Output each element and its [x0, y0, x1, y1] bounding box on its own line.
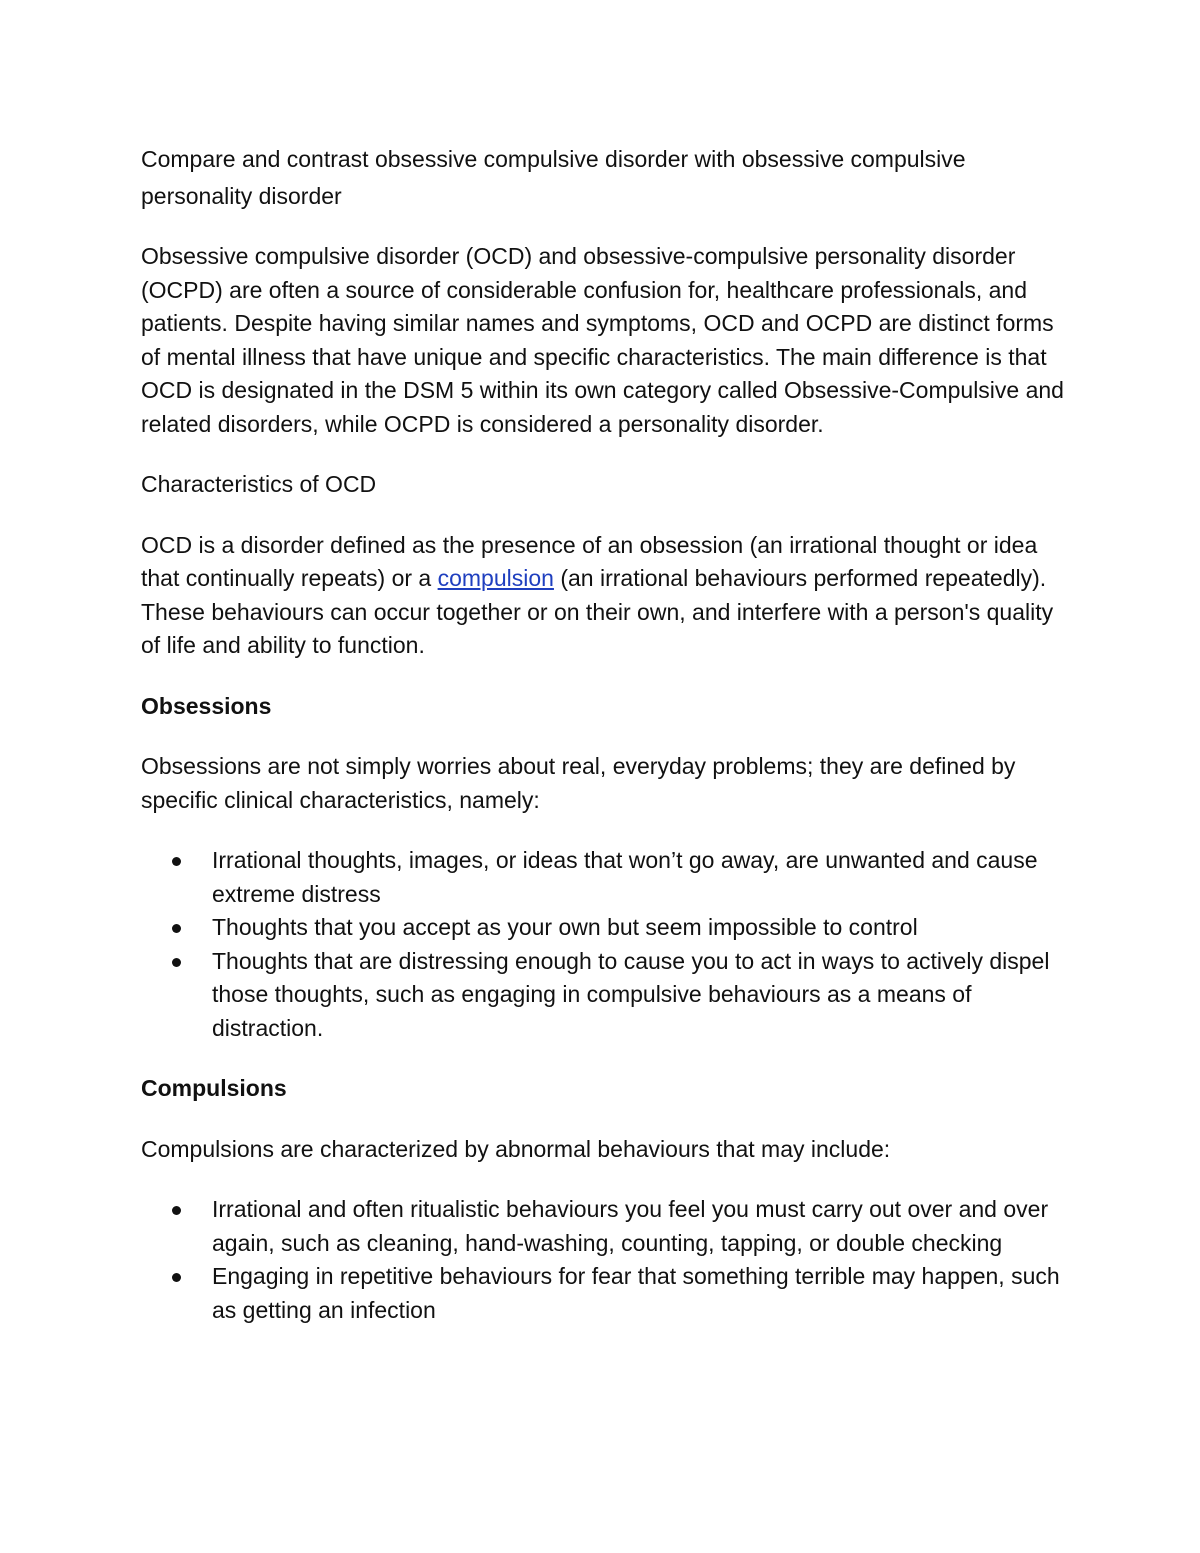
list-item — [212, 1260, 1071, 1327]
list-item-text: Irrational thoughts, images, or ideas that won’t go away, are unwanted and cause extreme distress — [212, 847, 1038, 907]
intro-paragraph: Obsessive compulsive disorder (OCD) and obsessive-compulsive personality disorder (OCPD) are often a source of considerable confusion for, healthcare professionals, and patients. Despite having similar names and symptoms, OCD and OCPD are distinct forms of mental illness that have unique and specific characteristics. The main difference is that OCD is designated in the DSM 5 within its own category called Obsessive-Compulsive and related disorders, while OCPD is considered a personality disorder. — [141, 243, 1064, 437]
list-item-text: Irrational and often ritualistic behaviours you feel you must carry out over and over again, such as cleaning, hand-washing, counting, tapping, or double checking — [212, 1196, 1049, 1256]
document-title: Compare and contrast obsessive compulsive disorder with obsessive compulsive personality disorder — [141, 146, 966, 209]
ocd-definition-text-before: OCD is a disorder defined as the presence of an obsession (an irrational thought or idea that continually repeats) or a — [141, 531, 1038, 591]
list-item — [212, 1193, 1071, 1260]
compulsion-link[interactable]: compulsion — [437, 565, 554, 591]
ocd-definition-paragraph — [141, 529, 1071, 663]
obsessions-list — [141, 844, 1071, 1045]
obsessions-heading: Obsessions — [141, 692, 272, 719]
compulsions-intro: Compulsions are characterized by abnormal behaviours that may include: — [141, 1135, 891, 1162]
ocd-definition-text-after: (an irrational behaviours performed repeatedly). These behaviours can occur together or on their own, and interfere with a person's quality of life and ability to function. — [141, 565, 1054, 658]
list-item-text: Engaging in repetitive behaviours for fear that something terrible may happen, such as getting an infection — [212, 1263, 1060, 1323]
list-item — [212, 945, 1071, 1046]
obsessions-intro: Obsessions are not simply worries about real, everyday problems; they are defined by specific clinical characteristics, namely: — [141, 753, 1016, 813]
compulsions-heading: Compulsions — [141, 1075, 287, 1101]
bullet-icon — [172, 924, 181, 933]
list-item — [212, 911, 1071, 945]
document-page — [141, 141, 1071, 1327]
compulsions-list — [141, 1193, 1071, 1327]
bullet-icon — [172, 1206, 181, 1215]
list-item-text: Thoughts that you accept as your own but seem impossible to control — [212, 914, 918, 940]
bullet-icon — [172, 958, 181, 967]
list-item — [212, 844, 1071, 911]
characteristics-heading: Characteristics of OCD — [141, 471, 377, 497]
list-item-text: Thoughts that are distressing enough to cause you to act in ways to actively dispel those thoughts, such as engaging in compulsive behaviours as a means of distraction. — [212, 947, 1050, 1041]
bullet-icon — [172, 1273, 181, 1282]
bullet-icon — [172, 857, 181, 866]
